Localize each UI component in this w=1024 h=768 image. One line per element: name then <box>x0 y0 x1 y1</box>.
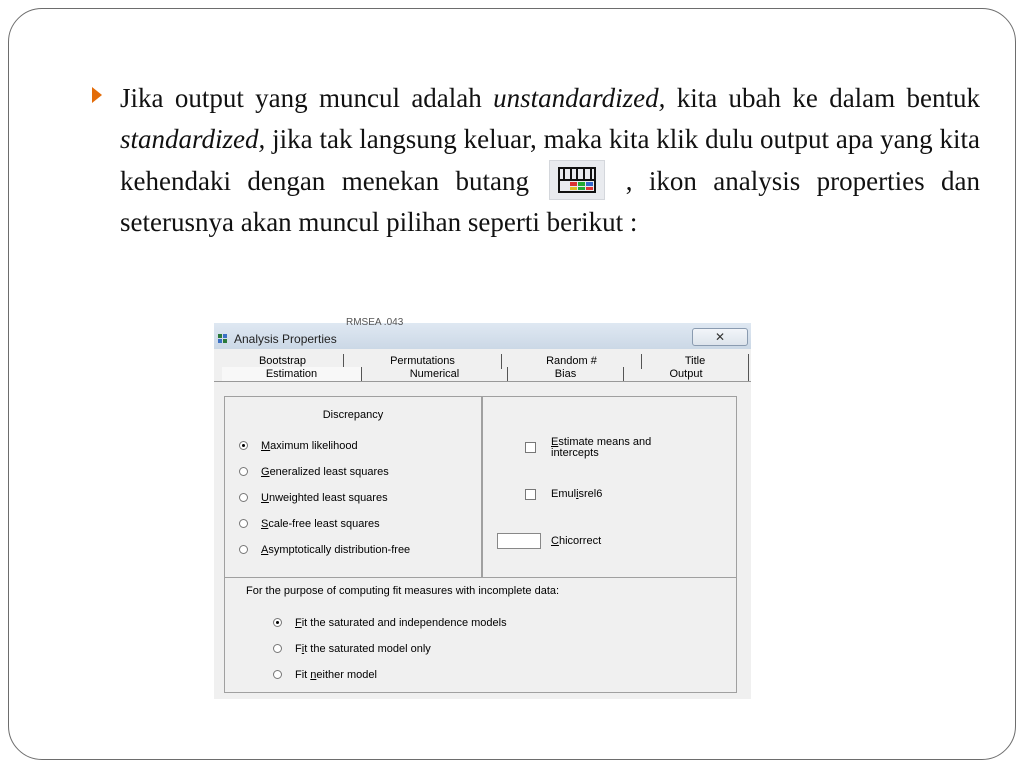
chicorrect-label <box>551 535 601 547</box>
text-italic-standardized: standardized, <box>120 124 266 154</box>
radio-indicator <box>239 493 248 502</box>
accel-key: i <box>576 488 579 500</box>
checkbox-box <box>525 442 536 453</box>
discrepancy-heading: Discrepancy <box>322 409 384 421</box>
text-part-4: , ikon analysis properties dan seterusnya akan muncul pilihan seperti berikut : <box>120 166 981 237</box>
checkbox-label-post: srel6 <box>578 488 603 500</box>
incomplete-data-heading: For the purpose of computing fit measures with incomplete data: <box>246 585 560 597</box>
tab-row-2 <box>214 367 751 382</box>
accel-key: F <box>295 617 302 629</box>
tab-numerical[interactable]: Numerical <box>362 367 508 382</box>
text-part-1: Jika output yang muncul adalah <box>120 83 494 113</box>
chicorrect-label-text: hicorrect <box>558 535 602 547</box>
discrepancy-panel <box>224 396 482 578</box>
tab-bias[interactable]: Bias <box>508 367 624 382</box>
accel-key: C <box>551 535 559 547</box>
bullet-arrow-icon <box>92 87 102 103</box>
accel-key: M <box>261 440 271 452</box>
checkbox-box <box>525 489 536 500</box>
accel-key: U <box>261 492 269 504</box>
accel-key: S <box>261 518 269 530</box>
amos-app-icon <box>218 334 228 344</box>
background-window-text: RMSEA .043 <box>346 317 404 328</box>
text-part-3: jika tak langsung keluar, maka kita klik dulu output apa yang kita kehendaki dengan menekan butang <box>120 124 980 196</box>
radio-indicator <box>273 670 282 679</box>
radio-indicator <box>239 441 248 450</box>
radio-indicator <box>239 519 248 528</box>
tab-output[interactable]: Output <box>624 367 749 382</box>
analysis-properties-dialog <box>214 317 751 699</box>
radio-label-text: aximum likelihood <box>270 440 358 452</box>
dialog-titlebar <box>214 317 751 349</box>
chicorrect-input[interactable] <box>497 533 541 549</box>
close-icon: ✕ <box>714 330 726 344</box>
radio-indicator <box>273 644 282 653</box>
dialog-title: Analysis Properties <box>234 332 337 346</box>
bullet-text <box>120 78 980 243</box>
accel-key: n <box>310 669 317 681</box>
radio-label-text: nweighted least squares <box>268 492 388 504</box>
tab-title[interactable]: Title <box>642 354 749 369</box>
checkbox-label-text: stimate means and <box>558 436 652 448</box>
radio-indicator <box>239 467 248 476</box>
text-part-2: kita ubah ke dalam bentuk <box>665 83 980 113</box>
radio-label-text: it the saturated and independence models <box>301 617 507 629</box>
tab-random[interactable]: Random # <box>502 354 642 369</box>
accel-key: E <box>551 436 559 448</box>
radio-indicator <box>273 618 282 627</box>
incomplete-data-panel: For the purpose of computing fit measures with incomplete data: Fit the saturated and independence models Fit the saturated model only Fit neither model <box>224 577 737 693</box>
estimation-options-panel <box>482 396 737 578</box>
tab-permutations[interactable]: Permutations <box>344 354 502 369</box>
accel-key: i <box>301 643 305 655</box>
radio-indicator <box>239 545 248 554</box>
accel-key: G <box>261 466 270 478</box>
text-italic-unstandardized: unstandardized, <box>493 83 666 113</box>
analysis-properties-icon <box>549 160 605 200</box>
accel-key: A <box>261 544 269 556</box>
radio-label-text: symptotically distribution-free <box>268 544 411 556</box>
radio-label-text: cale-free least squares <box>268 518 380 530</box>
checkbox-emulisrel6[interactable] <box>525 488 645 502</box>
radio-label-text: eneralized least squares <box>269 466 389 478</box>
checkbox-label-pre: Emul <box>551 488 577 500</box>
tab-estimation[interactable]: Estimation <box>222 367 362 382</box>
checkbox-label-line2: intercepts <box>551 447 599 459</box>
radio-label-text: either model <box>316 669 377 681</box>
checkbox-estimate-means[interactable] <box>525 437 725 465</box>
radio-label-text: t the saturated model only <box>304 643 431 655</box>
close-button[interactable] <box>692 328 748 346</box>
tab-bootstrap[interactable]: Bootstrap <box>222 354 344 369</box>
tab-separator <box>214 381 751 382</box>
